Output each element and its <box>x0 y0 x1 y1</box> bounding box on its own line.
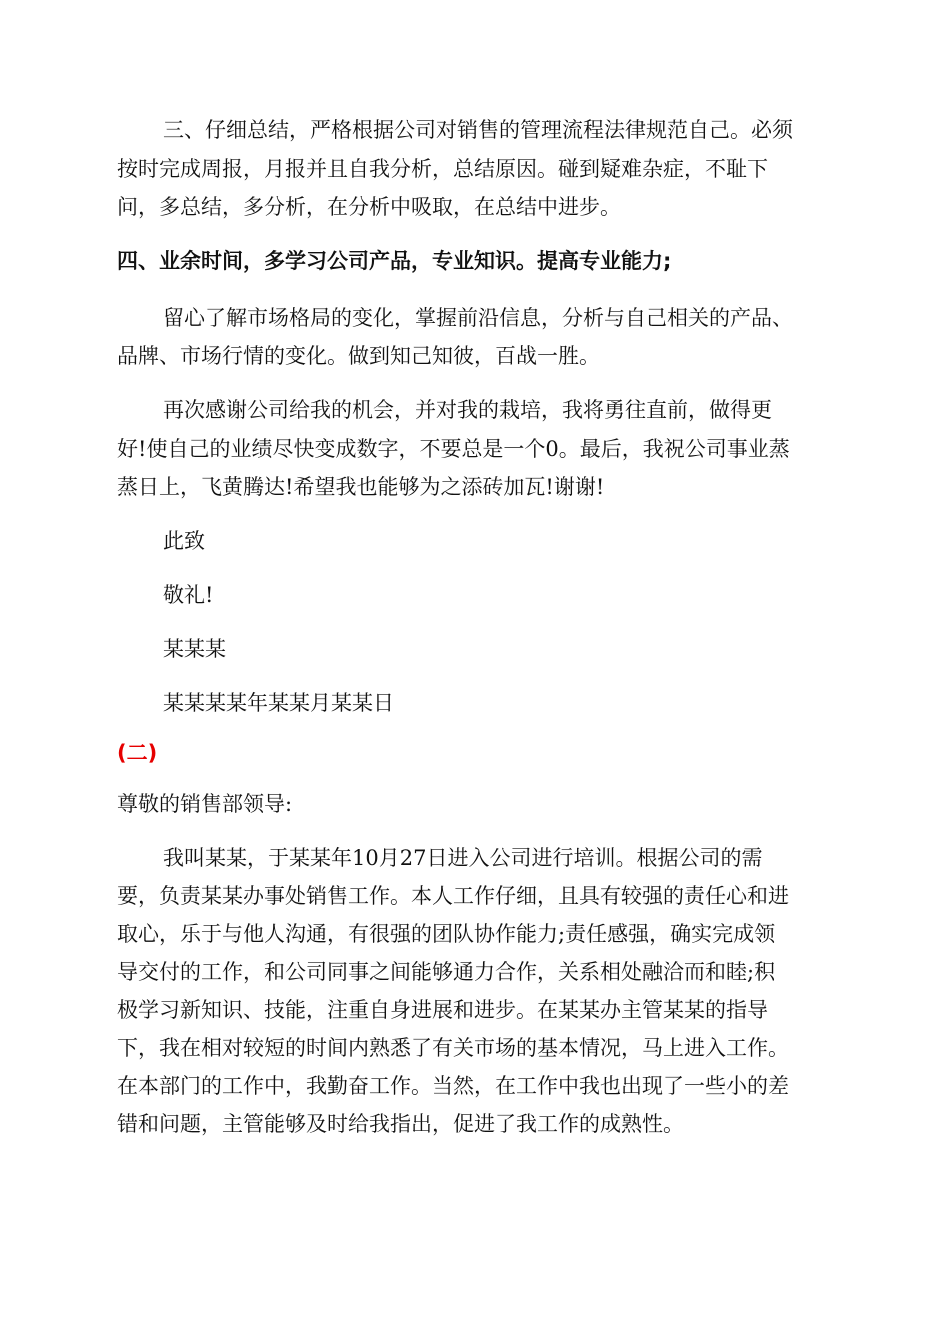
section-two-heading: (二) <box>117 741 158 765</box>
para-three-line-1: 三、仔细总结，严格根据公司对销售的管理流程法律规范自己。必须 <box>163 118 793 142</box>
para-intro-line-3: 取心，乐于与他人沟通，有很强的团队协作能力;责任感强，确实完成领 <box>117 922 776 946</box>
para-intro-line-2: 要，负责某某办事处销售工作。本人工作仔细，且具有较强的责任心和进 <box>117 884 789 908</box>
para-intro-line-1: 我叫某某，于某某年10月27日进入公司进行培训。根据公司的需 <box>163 846 763 870</box>
para-intro-line-8: 错和问题，主管能够及时给我指出，促进了我工作的成熟性。 <box>117 1112 684 1136</box>
date-line: 某某某某年某某月某某日 <box>163 691 394 715</box>
para-thanks-line-2: 好!使自己的业绩尽快变成数字，不要总是一个0。最后，我祝公司事业蒸 <box>117 437 790 461</box>
closing-line-2: 敬礼! <box>163 583 214 607</box>
para-intro-line-5: 极学习新知识、技能，注重自身进展和进步。在某某办主管某某的指导 <box>117 998 768 1022</box>
para-thanks-line-3: 蒸日上，飞黄腾达!希望我也能够为之添砖加瓦!谢谢! <box>117 475 605 499</box>
para-three-line-2: 按时完成周报，月报并且自我分析，总结原因。碰到疑难杂症，不耻下 <box>117 157 768 181</box>
para-market-line-1: 留心了解市场格局的变化，掌握前沿信息，分析与自己相关的产品、 <box>163 306 793 330</box>
salutation: 尊敬的销售部领导: <box>117 792 293 816</box>
heading-four: 四、业余时间，多学习公司产品，专业知识。提高专业能力; <box>117 249 672 273</box>
para-intro-line-7: 在本部门的工作中，我勤奋工作。当然，在工作中我也出现了一些小的差 <box>117 1074 789 1098</box>
signature: 某某某 <box>163 637 226 661</box>
para-market-line-2: 品牌、市场行情的变化。做到知己知彼，百战一胜。 <box>117 344 600 368</box>
para-three-line-3: 问，多总结，多分析，在分析中吸取，在总结中进步。 <box>117 195 621 219</box>
para-intro-line-4: 导交付的工作，和公司同事之间能够通力合作，关系相处融洽而和睦;积 <box>117 960 776 984</box>
para-thanks-line-1: 再次感谢公司给我的机会，并对我的栽培，我将勇往直前，做得更 <box>163 398 772 422</box>
para-intro-line-6: 下，我在相对较短的时间内熟悉了有关市场的基本情况，马上进入工作。 <box>117 1036 789 1060</box>
closing-line-1: 此致 <box>163 529 205 553</box>
